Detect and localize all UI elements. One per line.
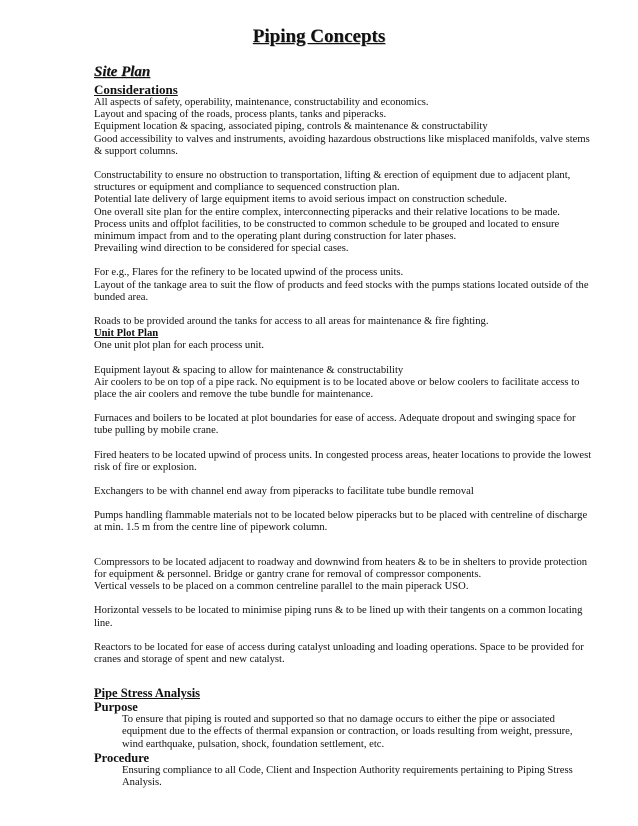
- paragraph: Layout of the tankage area to suit the flow of products and feed stocks with the pumps stations located outside of the bunded area.: [94, 279, 589, 303]
- paragraph: Pumps handling flammable materials not to be located below piperacks but to be placed with centreline of discharge at min. 1.5 m from the centre line of pipework column.: [94, 510, 588, 534]
- paragraph: Exchangers to be with channel end away from piperacks to facilitate tube bundle removal: [94, 486, 474, 498]
- paragraph: Equipment layout & spacing to allow for maintenance & constructability: [94, 364, 404, 376]
- paragraph: Potential late delivery of large equipment items to avoid serious impact on construction schedule.: [94, 194, 507, 206]
- considerations-heading: Considerations: [94, 82, 178, 97]
- procedure-paragraph: Ensuring compliance to all Code, Client and Inspection Authority requirements pertaining to Piping Stress Analysis.: [122, 764, 573, 788]
- paragraph: Fired heaters to be located upwind of process units. In congested process areas, heater locations to provide the lowest risk of fire or explosion.: [94, 449, 592, 473]
- paragraph: Good accessibility to valves and instruments, avoiding hazardous obstructions like misplaced manifolds, valve stems & support columns.: [94, 133, 590, 157]
- paragraph: Reactors to be located for ease of access during catalyst unloading and loading operations. Space to be provided for cranes and storage of spent and new catalyst.: [94, 641, 584, 665]
- paragraph: Equipment location & spacing, associated piping, controls & maintenance & constructability: [94, 121, 488, 133]
- paragraph: Prevailing wind direction to be considered for special cases.: [94, 243, 349, 255]
- pipe-stress-heading: Pipe Stress Analysis: [94, 686, 201, 701]
- paragraph: Furnaces and boilers to be located at plot boundaries for ease of access. Adequate dropout and swinging space for tube pulling by mobile crane.: [94, 413, 576, 437]
- paragraph: Air coolers to be on top of a pipe rack. No equipment is to be located above or below coolers to facilitate access to place the air coolers and remove the tube bundle for maintenance.: [94, 376, 580, 401]
- page-title: Piping Concepts: [252, 26, 386, 47]
- paragraph: Compressors to be located adjacent to roadway and downwind from heaters & to be in shelters to provide protection for equipment & personnel. Bridge or gantry crane for removal of compressor components.: [94, 556, 588, 580]
- site-plan-heading: Site Plan: [94, 64, 151, 80]
- paragraph: Constructability to ensure no obstruction to transportation, lifting & erection of equipment due to adjacent plant, structures or equipment and compliance to sequenced construction plan.: [94, 170, 571, 194]
- paragraph: Process units and offplot facilities, to be constructed to common schedule to be grouped and located to ensure minimum impact from and to the operating plant during construction for later phases.: [94, 218, 560, 243]
- procedure-heading: Procedure: [94, 750, 150, 765]
- paragraph: One overall site plan for the entire complex, interconnecting piperacks and their relative locations to be made.: [94, 206, 560, 218]
- paragraph: All aspects of safety, operability, maintenance, constructability and economics.: [94, 97, 429, 108]
- paragraph: Horizontal vessels to be located to minimise piping runs & to be lined up with their tangents on a common locating line.: [94, 605, 583, 629]
- paragraph: One unit plot plan for each process unit.: [94, 340, 265, 352]
- purpose-paragraph: To ensure that piping is routed and supported so that no damage occurs to either the pipe or associated equipment due to the effects of thermal expansion or contraction, or loads resulting from weight, pressure, wind earthquake, pulsation, shock, foundation settlement, etc.: [122, 714, 573, 750]
- paragraph: For e.g., Flares for the refinery to be located upwind of the process units.: [94, 267, 404, 279]
- paragraph: Vertical vessels to be placed on a common centreline parallel to the main piperack USO.: [94, 581, 469, 593]
- paragraph: Layout and spacing of the roads, process plants, tanks and piperacks.: [94, 109, 387, 121]
- unit-plot-heading: Unit Plot Plan: [94, 328, 159, 340]
- paragraph: Roads to be provided around the tanks for access to all areas for maintenance & fire fighting.: [94, 316, 489, 328]
- purpose-heading: Purpose: [94, 700, 138, 715]
